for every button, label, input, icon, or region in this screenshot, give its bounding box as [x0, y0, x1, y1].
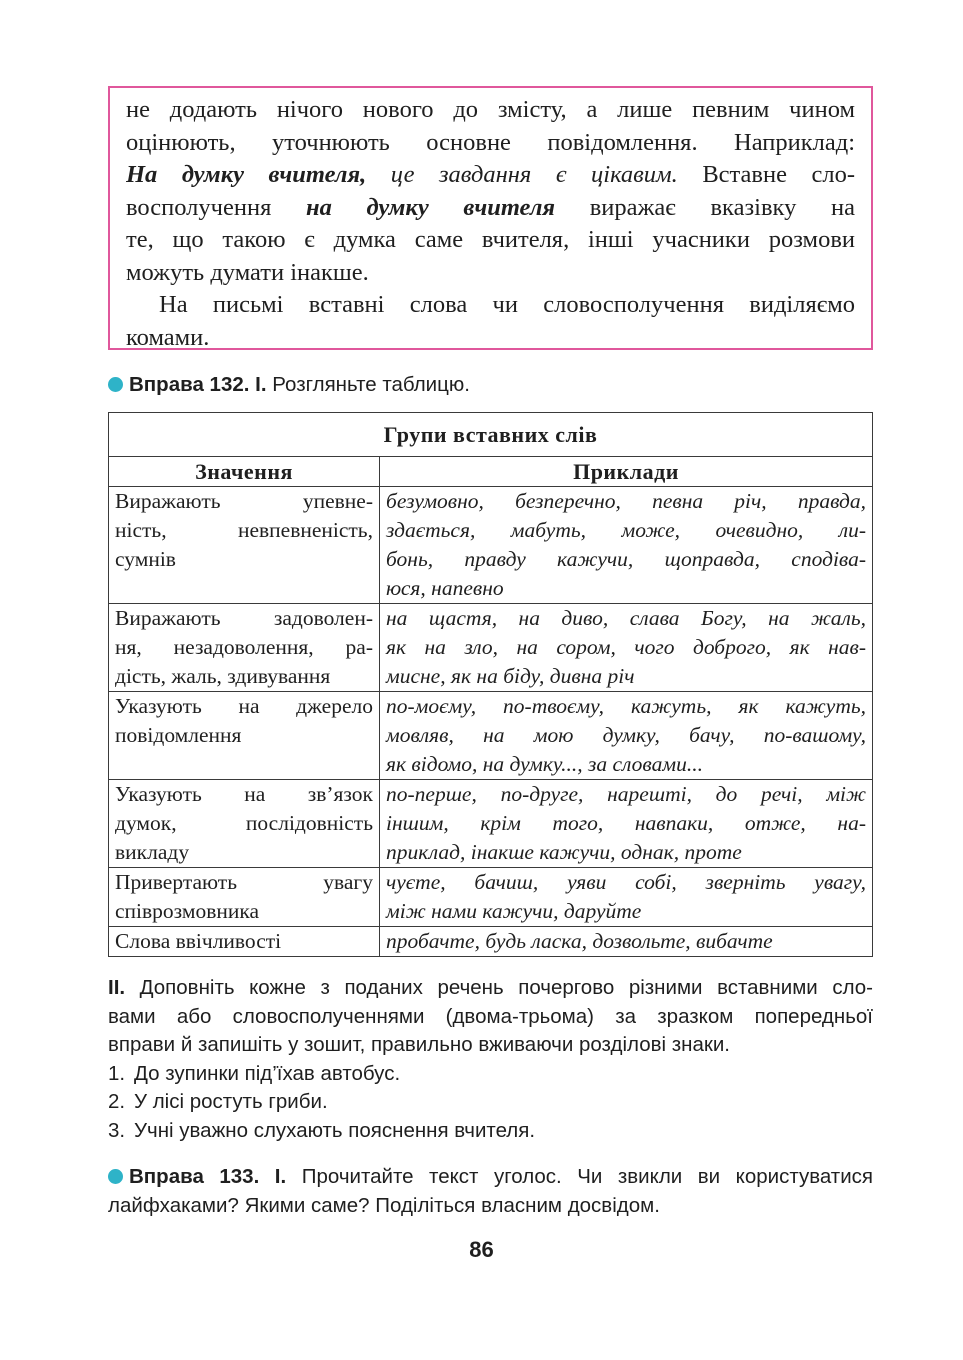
task-part: II. — [108, 976, 126, 999]
rule-line — [126, 159, 855, 192]
rule-text: Вставне сло- — [677, 161, 855, 188]
rule-line: можуть думати інакше. — [126, 258, 369, 286]
examples-line: як відомо, на думку..., за словами... — [386, 752, 703, 776]
task-line — [108, 974, 873, 1003]
rule-text: виражає вказівку на — [555, 193, 855, 221]
page-number: 86 — [469, 1237, 494, 1262]
examples-line: іншим, крім того, навпаки, отже, на- — [386, 811, 867, 835]
table-row — [109, 868, 873, 927]
meaning-line: ність, невпевненість, — [115, 518, 373, 542]
meaning-cell — [109, 692, 380, 780]
examples-line: приклад, інакше кажучи, однак, проте — [386, 840, 742, 864]
examples-cell — [380, 487, 873, 604]
exercise-label: Вправа 133. — [129, 1165, 260, 1188]
sentence-number: 2. — [108, 1090, 126, 1113]
examples-line: між нами кажучи, даруйте — [386, 899, 642, 923]
meaning-line: сумнів — [115, 547, 176, 571]
rule-line — [126, 192, 855, 225]
exercise-line — [108, 1163, 873, 1192]
examples-line: юся, напевно — [386, 576, 504, 600]
examples-line: на щастя, на диво, слава Богу, на жаль, — [386, 606, 867, 630]
examples-cell — [380, 604, 873, 692]
meaning-cell — [109, 487, 380, 604]
examples-line: по-перше, по-друге, нарешті, до речі, між — [386, 782, 867, 806]
exercise-part: I. — [274, 1165, 287, 1188]
sentence-number: 3. — [108, 1118, 126, 1142]
examples-line: мовляв, на мою думку, бачу, по-вашому, — [386, 723, 867, 747]
meaning-line: Слова ввічливості — [115, 929, 282, 953]
table-body — [109, 487, 873, 957]
examples-cell — [380, 868, 873, 927]
column-header-examples: Приклади — [380, 457, 873, 487]
table-caption: Групи вставних слів — [109, 413, 873, 457]
meaning-cell — [109, 604, 380, 692]
column-header-meaning: Значення — [109, 457, 380, 487]
task-text: Доповніть кожне з поданих речень почергово різними вставними сло- — [125, 976, 873, 999]
task-line: вправи й запишіть у зошит, правильно вживаючи розділові знаки. — [108, 1033, 730, 1056]
example-sentence: це завдання є цікавим. — [366, 161, 678, 188]
meaning-cell — [109, 780, 380, 868]
meaning-line: Виражають упевне- — [115, 489, 373, 513]
sentence-text: Учні уважно слухають пояснення вчителя. — [134, 1118, 536, 1142]
meaning-cell — [109, 927, 380, 957]
sentence-text: До зупинки під’їхав автобус. — [134, 1061, 401, 1085]
sentence-item — [108, 1088, 873, 1117]
meaning-line: Указують на джерело — [115, 694, 373, 718]
exercise-label: Вправа 132. — [129, 373, 250, 396]
meaning-line: Указують на зв’язок — [115, 782, 373, 806]
rule-box — [108, 86, 873, 350]
examples-cell — [380, 927, 873, 957]
examples-cell — [380, 692, 873, 780]
examples-line: бонь, правду кажучи, щоправда, сподіва- — [386, 547, 867, 571]
bullet-dot-icon — [108, 1169, 123, 1184]
table-row — [109, 780, 873, 868]
exercise-133 — [108, 1163, 873, 1220]
task-2 — [108, 974, 873, 1145]
task-line: вами або словосполученнями (двома-трьома) за зразком попередньої — [108, 1004, 873, 1028]
examples-cell — [380, 780, 873, 868]
sentence-list — [108, 1060, 873, 1146]
insert-words-table — [108, 412, 873, 957]
exercise-text: Прочитайте текст уголос. Чи звикли ви користуватися — [301, 1165, 874, 1188]
rule-line: На письмі вставні слова чи словосполучення виділяємо — [159, 291, 855, 318]
meaning-line: дість, жаль, здивування — [115, 664, 331, 688]
meaning-line: співрозмовника — [115, 899, 260, 923]
examples-line: чуєте, бачиш, уяви собі, зверніть увагу, — [386, 870, 867, 894]
example-bold-phrase: На думку вчителя, — [126, 161, 367, 188]
examples-line: як на зло, на сором, чого доброго, як нав- — [386, 635, 867, 659]
examples-line: мисне, як на біду, дивна річ — [386, 664, 635, 688]
table-row — [109, 487, 873, 604]
sentence-item — [108, 1117, 873, 1146]
exercise-line: лайфхаками? Якими саме? Поділіться власним досвідом. — [108, 1193, 660, 1217]
bullet-dot-icon — [108, 377, 123, 392]
rule-line: оцінюють, уточнюють основне повідомлення. Наприклад: — [126, 128, 855, 156]
rule-line: комами. — [126, 323, 210, 351]
meaning-cell — [109, 868, 380, 927]
meaning-line: Виражають задоволен- — [115, 606, 373, 630]
meaning-line: викладу — [115, 840, 190, 864]
meaning-line: Привертають увагу — [115, 870, 373, 894]
exercise-text: Розгляньте таблицю. — [272, 373, 470, 396]
table-row — [109, 604, 873, 692]
meaning-line: повідомлення — [115, 723, 242, 747]
rule-line: не додають нічого нового до змісту, а лише певним чином — [126, 96, 855, 123]
examples-line: пробачте, будь ласка, дозвольте, вибачте — [386, 929, 773, 953]
meaning-line: думок, послідовність — [115, 811, 373, 835]
rule-text: восполучення — [126, 193, 307, 221]
exercise-part: I. — [255, 373, 267, 396]
examples-line: безумовно, безперечно, певна річ, правда, — [386, 489, 867, 513]
table-row — [109, 692, 873, 780]
exercise-132-heading — [108, 371, 470, 398]
example-bold-phrase: на думку вчителя — [306, 193, 556, 221]
table-row — [109, 927, 873, 957]
examples-line: по-моєму, по-твоєму, кажуть, як кажуть, — [386, 694, 867, 718]
sentence-text: У лісі ростуть гриби. — [134, 1090, 328, 1113]
meaning-line: ня, незадоволення, ра- — [115, 635, 373, 659]
sentence-item — [108, 1060, 873, 1089]
examples-line: здається, мабуть, може, очевидно, ли- — [386, 518, 867, 542]
rule-line: те, що такою є думка саме вчителя, інші учасники розмови — [126, 226, 855, 253]
sentence-number: 1. — [108, 1061, 126, 1085]
